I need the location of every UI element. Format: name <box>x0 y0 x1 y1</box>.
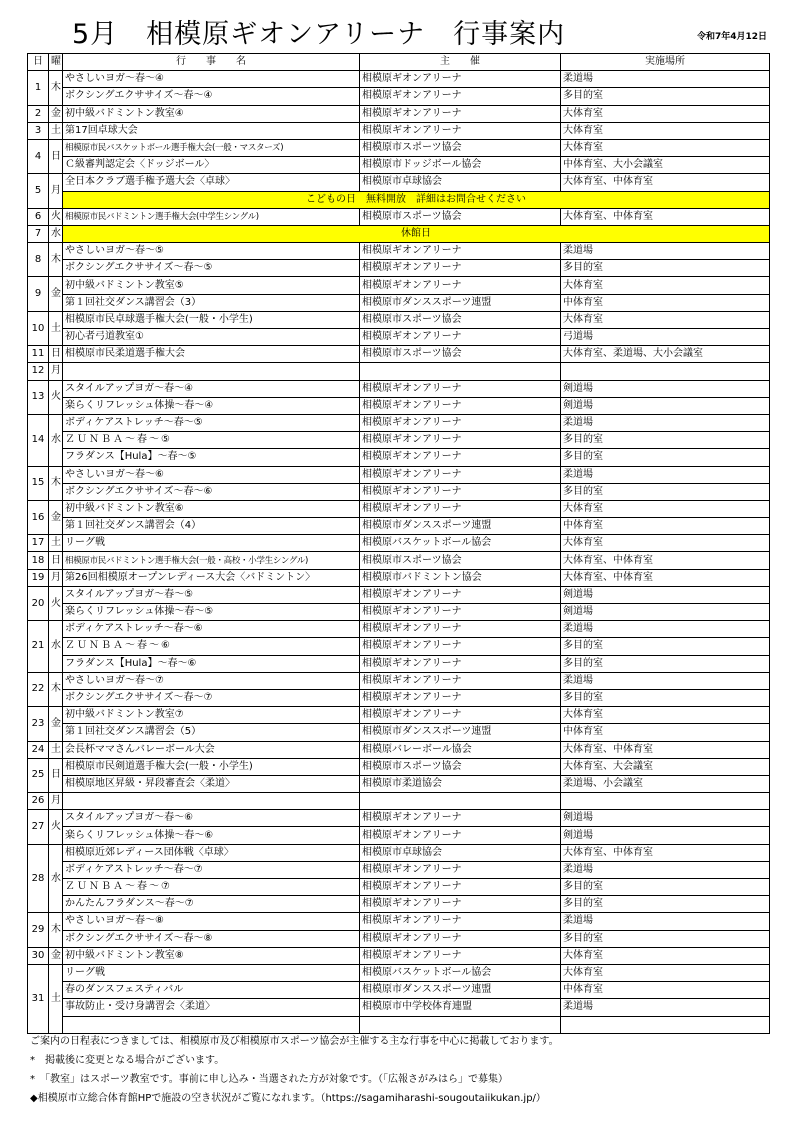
host-name: 相模原市卓球協会 <box>360 174 561 191</box>
host-name: 相模原ギオンアリーナ <box>360 621 561 638</box>
table-row <box>28 311 770 328</box>
venue-name: 中体育室、大小会議室 <box>561 157 770 174</box>
venue-name: 柔道場 <box>561 466 770 483</box>
day-number: 21 <box>28 621 49 673</box>
event-name: スタイルアップヨガ～春～⑥ <box>63 810 360 827</box>
table-row <box>28 518 770 535</box>
host-name: 相模原ギオンアリーナ <box>360 672 561 689</box>
table-row <box>28 999 770 1016</box>
table-row <box>28 208 770 225</box>
weekday: 土 <box>49 535 63 552</box>
venue-name: 大体育室 <box>561 500 770 517</box>
weekday: 土 <box>49 741 63 758</box>
host-name: 相模原ギオンアリーナ <box>360 586 561 603</box>
venue-name: 多目的室 <box>561 638 770 655</box>
host-name: 相模原ギオンアリーナ <box>360 707 561 724</box>
host-name: 相模原市スポーツ協会 <box>360 311 561 328</box>
host-name: 相模原市スポーツ協会 <box>360 758 561 775</box>
table-row <box>28 363 770 380</box>
host-name: 相模原ギオンアリーナ <box>360 88 561 105</box>
day-number: 13 <box>28 380 49 414</box>
host-name: 相模原ギオンアリーナ <box>360 879 561 896</box>
host-name: 相模原ギオンアリーナ <box>360 896 561 913</box>
host-name: 相模原ギオンアリーナ <box>360 449 561 466</box>
host-name: 相模原ギオンアリーナ <box>360 380 561 397</box>
col-header-host: 主 催 <box>360 54 561 71</box>
host-name: 相模原ギオンアリーナ <box>360 122 561 139</box>
weekday: 水 <box>49 414 63 466</box>
host-name: 相模原ギオンアリーナ <box>360 260 561 277</box>
day-number: 5 <box>28 174 49 208</box>
host-name: 相模原市スポーツ協会 <box>360 346 561 363</box>
event-name: 相模原市民卓球選手権大会(一般・小学生) <box>63 311 360 328</box>
weekday: 日 <box>49 552 63 569</box>
venue-name: 多目的室 <box>561 689 770 706</box>
table-row <box>28 724 770 741</box>
day-number: 10 <box>28 311 49 345</box>
venue-name: 柔道場 <box>561 414 770 431</box>
host-name: 相模原市ダンススポーツ連盟 <box>360 518 561 535</box>
host-name: 相模原市ダンススポーツ連盟 <box>360 294 561 311</box>
weekday: 火 <box>49 208 63 225</box>
day-number: 23 <box>28 707 49 741</box>
host-name: 相模原市柔道協会 <box>360 775 561 792</box>
day-number: 15 <box>28 466 49 500</box>
table-row <box>28 380 770 397</box>
day-number: 24 <box>28 741 49 758</box>
venue-name: 大体育室、中体育室 <box>561 741 770 758</box>
footer-note: * 掲載後に変更となる場合がございます。 <box>30 1055 225 1066</box>
table-row <box>28 861 770 878</box>
event-name: 第１回社交ダンス講習会（3） <box>63 294 360 311</box>
event-name: 春のダンスフェスティバル <box>63 982 360 999</box>
venue-name: 大体育室 <box>561 707 770 724</box>
weekday: 日 <box>49 758 63 792</box>
event-name: 第１回社交ダンス講習会（4） <box>63 518 360 535</box>
host-name: 相模原ギオンアリーナ <box>360 243 561 260</box>
weekday: 木 <box>49 243 63 277</box>
weekday: 土 <box>49 964 63 1033</box>
event-name: ボクシングエクササイズ～春～⑧ <box>63 930 360 947</box>
host-name: 相模原市バドミントン協会 <box>360 569 561 586</box>
event-name: ＺＵＮＢＡ～春～⑥ <box>63 638 360 655</box>
notice-banner: こどもの日 無料開放 詳細はお問合せください <box>63 191 770 208</box>
footer-note: ◆相模原市立総合体育館HPで施設の空き状況がご覧になれます。（https://sagamiharashi-sougoutaiikukan.jp/） <box>30 1093 546 1104</box>
host-name: 相模原ギオンアリーナ <box>360 71 561 88</box>
venue-name: 中体育室 <box>561 724 770 741</box>
day-number: 12 <box>28 363 49 380</box>
day-number: 19 <box>28 569 49 586</box>
event-name: リーグ戦 <box>63 535 360 552</box>
event-name: 初中級バドミントン教室⑦ <box>63 707 360 724</box>
venue-name <box>561 363 770 380</box>
table-row <box>28 466 770 483</box>
venue-name: 大体育室 <box>561 964 770 981</box>
venue-name: 剣道場 <box>561 397 770 414</box>
schedule-body <box>28 71 770 1034</box>
day-number: 11 <box>28 346 49 363</box>
event-name: ＺＵＮＢＡ～春～⑤ <box>63 432 360 449</box>
event-name: 相模原地区昇級・昇段審査会〈柔道〉 <box>63 775 360 792</box>
event-name: 初中級バドミントン教室⑤ <box>63 277 360 294</box>
footer-note: ご案内の日程表につきましては、相模原市及び相模原市スポーツ協会が主催する主な行事を中心に掲載しております。 <box>30 1036 559 1047</box>
weekday: 月 <box>49 174 63 208</box>
host-name: 相模原ギオンアリーナ <box>360 827 561 844</box>
host-name: 相模原ギオンアリーナ <box>360 655 561 672</box>
day-number: 26 <box>28 793 49 810</box>
table-row <box>28 414 770 431</box>
issue-date: 令和7年4月12日 <box>696 32 767 42</box>
host-name: 相模原ギオンアリーナ <box>360 414 561 431</box>
host-name <box>360 1016 561 1033</box>
col-header-event: 行 事 名 <box>63 54 360 71</box>
day-number: 22 <box>28 672 49 706</box>
col-header-venue: 実施場所 <box>561 54 770 71</box>
table-row <box>28 88 770 105</box>
venue-name: 柔道場 <box>561 672 770 689</box>
weekday: 月 <box>49 363 63 380</box>
table-row <box>28 346 770 363</box>
host-name: 相模原バスケットボール協会 <box>360 535 561 552</box>
table-row <box>28 1016 770 1033</box>
table-row <box>28 638 770 655</box>
host-name: 相模原ギオンアリーナ <box>360 500 561 517</box>
venue-name: 柔道場 <box>561 913 770 930</box>
host-name: 相模原ギオンアリーナ <box>360 861 561 878</box>
table-row <box>28 827 770 844</box>
event-name: 相模原市民バドミントン選手権大会(一般・高校・小学生シングル) <box>63 552 360 569</box>
day-number: 8 <box>28 243 49 277</box>
day-number: 29 <box>28 913 49 947</box>
host-name: 相模原ギオンアリーナ <box>360 913 561 930</box>
day-number: 17 <box>28 535 49 552</box>
venue-name: 柔道場 <box>561 243 770 260</box>
weekday: 日 <box>49 139 63 173</box>
day-number: 6 <box>28 208 49 225</box>
event-name: やさしいヨガ～春～⑤ <box>63 243 360 260</box>
venue-name: 中体育室 <box>561 518 770 535</box>
venue-name: 多目的室 <box>561 449 770 466</box>
event-name: 相模原市民バドミントン選手権大会(中学生シングル) <box>63 208 360 225</box>
day-number: 31 <box>28 964 49 1033</box>
table-row <box>28 741 770 758</box>
host-name: 相模原ギオンアリーナ <box>360 810 561 827</box>
footer-note: * 「教室」はスポーツ教室です。事前に申し込み・当選された方が対象です。（「広報さがみはら」で募集） <box>30 1074 508 1085</box>
venue-name: 多目的室 <box>561 483 770 500</box>
venue-name: 大体育室、中体育室 <box>561 844 770 861</box>
day-number: 9 <box>28 277 49 311</box>
day-number: 14 <box>28 414 49 466</box>
weekday: 火 <box>49 810 63 844</box>
venue-name: 大体育室 <box>561 311 770 328</box>
weekday: 月 <box>49 569 63 586</box>
venue-name <box>561 1016 770 1033</box>
weekday: 水 <box>49 844 63 913</box>
weekday: 水 <box>49 225 63 242</box>
host-name: 相模原ギオンアリーナ <box>360 466 561 483</box>
event-name: スタイルアップヨガ～春～④ <box>63 380 360 397</box>
weekday: 金 <box>49 500 63 534</box>
table-row <box>28 139 770 156</box>
event-name: 相模原市民剣道選手権大会(一般・小学生) <box>63 758 360 775</box>
weekday: 月 <box>49 793 63 810</box>
table-row <box>28 707 770 724</box>
venue-name: 剣道場 <box>561 604 770 621</box>
event-name: 初中級バドミントン教室④ <box>63 105 360 122</box>
event-name: 会長杯ママさんバレーボール大会 <box>63 741 360 758</box>
table-row <box>28 879 770 896</box>
venue-name: 大体育室、大会議室 <box>561 758 770 775</box>
event-name: 初中級バドミントン教室⑥ <box>63 500 360 517</box>
weekday: 金 <box>49 947 63 964</box>
day-number: 2 <box>28 105 49 122</box>
event-name: Ｃ級審判認定会〈ドッジボール〉 <box>63 157 360 174</box>
venue-name: 剣道場 <box>561 810 770 827</box>
venue-name: 多目的室 <box>561 896 770 913</box>
table-row <box>28 260 770 277</box>
event-name: 楽らくリフレッシュ体操～春～⑥ <box>63 827 360 844</box>
col-header-weekday: 曜 <box>49 54 63 71</box>
day-number: 18 <box>28 552 49 569</box>
table-row <box>28 947 770 964</box>
host-name: 相模原ギオンアリーナ <box>360 638 561 655</box>
table-row <box>28 896 770 913</box>
footer-notes <box>30 1032 559 1108</box>
venue-name: 多目的室 <box>561 88 770 105</box>
venue-name: 弓道場 <box>561 329 770 346</box>
weekday: 日 <box>49 346 63 363</box>
venue-name: 大体育室、中体育室 <box>561 174 770 191</box>
venue-name: 多目的室 <box>561 655 770 672</box>
weekday: 木 <box>49 672 63 706</box>
event-name: 楽らくリフレッシュ体操～春～⑤ <box>63 604 360 621</box>
venue-name: 多目的室 <box>561 930 770 947</box>
day-number: 25 <box>28 758 49 792</box>
table-row <box>28 810 770 827</box>
venue-name: 大体育室 <box>561 105 770 122</box>
day-number: 16 <box>28 500 49 534</box>
event-name: 全日本クラブ選手権予選大会〈卓球〉 <box>63 174 360 191</box>
venue-name: 大体育室、中体育室 <box>561 208 770 225</box>
day-number: 4 <box>28 139 49 173</box>
venue-name: 柔道場 <box>561 861 770 878</box>
table-row <box>28 294 770 311</box>
table-row <box>28 225 770 242</box>
table-row <box>28 586 770 603</box>
day-number: 1 <box>28 71 49 105</box>
table-row <box>28 569 770 586</box>
table-row <box>28 432 770 449</box>
table-header-row <box>28 54 770 71</box>
event-name: フラダンス【Hula】～春～⑥ <box>63 655 360 672</box>
table-row <box>28 191 770 208</box>
weekday: 土 <box>49 122 63 139</box>
host-name: 相模原市中学校体育連盟 <box>360 999 561 1016</box>
venue-name: 多目的室 <box>561 879 770 896</box>
host-name: 相模原ギオンアリーナ <box>360 105 561 122</box>
venue-name: 大体育室 <box>561 277 770 294</box>
event-name: ボディケアストレッチ～春～⑤ <box>63 414 360 431</box>
event-name: 第１回社交ダンス講習会（5） <box>63 724 360 741</box>
weekday: 木 <box>49 71 63 105</box>
table-row <box>28 71 770 88</box>
venue-name: 柔道場、小会議室 <box>561 775 770 792</box>
event-name: やさしいヨガ～春～⑥ <box>63 466 360 483</box>
host-name: 相模原市スポーツ協会 <box>360 552 561 569</box>
weekday: 木 <box>49 913 63 947</box>
page-title: 5月 相模原ギオンアリーナ 行事案内 <box>72 19 566 50</box>
host-name: 相模原市ダンススポーツ連盟 <box>360 724 561 741</box>
table-row <box>28 621 770 638</box>
event-name: やさしいヨガ～春～⑦ <box>63 672 360 689</box>
weekday: 水 <box>49 621 63 673</box>
table-row <box>28 397 770 414</box>
table-row <box>28 329 770 346</box>
host-name: 相模原市スポーツ協会 <box>360 208 561 225</box>
closed-banner: 休館日 <box>63 225 770 242</box>
table-row <box>28 982 770 999</box>
table-row <box>28 483 770 500</box>
table-row <box>28 655 770 672</box>
weekday: 金 <box>49 707 63 741</box>
day-number: 30 <box>28 947 49 964</box>
event-name: 楽らくリフレッシュ体操～春～④ <box>63 397 360 414</box>
table-row <box>28 689 770 706</box>
table-row <box>28 672 770 689</box>
venue-name: 大体育室、中体育室 <box>561 569 770 586</box>
weekday: 土 <box>49 311 63 345</box>
event-name: ＺＵＮＢＡ～春～⑦ <box>63 879 360 896</box>
venue-name: 大体育室、柔道場、大小会議室 <box>561 346 770 363</box>
table-row <box>28 758 770 775</box>
event-name: フラダンス【Hula】～春～⑤ <box>63 449 360 466</box>
event-name: やさしいヨガ～春～⑧ <box>63 913 360 930</box>
host-name: 相模原バスケットボール協会 <box>360 964 561 981</box>
event-name: 相模原市民柔道選手権大会 <box>63 346 360 363</box>
table-row <box>28 964 770 981</box>
host-name: 相模原ギオンアリーナ <box>360 432 561 449</box>
venue-name: 大体育室 <box>561 139 770 156</box>
event-name: やさしいヨガ～春～④ <box>63 71 360 88</box>
table-row <box>28 913 770 930</box>
event-name: かんたんフラダンス～春～⑦ <box>63 896 360 913</box>
weekday: 金 <box>49 277 63 311</box>
table-row <box>28 793 770 810</box>
event-name: 第17回卓球大会 <box>63 122 360 139</box>
event-name <box>63 363 360 380</box>
event-name: ボクシングエクササイズ～春～⑥ <box>63 483 360 500</box>
venue-name: 柔道場 <box>561 999 770 1016</box>
venue-name: 大体育室 <box>561 947 770 964</box>
venue-name: 中体育室 <box>561 294 770 311</box>
venue-name: 多目的室 <box>561 260 770 277</box>
table-row <box>28 449 770 466</box>
table-row <box>28 500 770 517</box>
host-name: 相模原ギオンアリーナ <box>360 604 561 621</box>
venue-name: 柔道場 <box>561 621 770 638</box>
day-number: 28 <box>28 844 49 913</box>
event-name: 初心者弓道教室① <box>63 329 360 346</box>
event-name: ボディケアストレッチ～春～⑥ <box>63 621 360 638</box>
schedule-table <box>27 53 770 1034</box>
host-name: 相模原ギオンアリーナ <box>360 483 561 500</box>
host-name: 相模原バレーボール協会 <box>360 741 561 758</box>
event-name: ボクシングエクササイズ～春～⑤ <box>63 260 360 277</box>
weekday: 火 <box>49 380 63 414</box>
table-row <box>28 775 770 792</box>
table-row <box>28 535 770 552</box>
host-name: 相模原ギオンアリーナ <box>360 930 561 947</box>
table-row <box>28 105 770 122</box>
table-row <box>28 174 770 191</box>
event-name: 初中級バドミントン教室⑧ <box>63 947 360 964</box>
table-row <box>28 844 770 861</box>
venue-name: 剣道場 <box>561 380 770 397</box>
venue-name: 中体育室 <box>561 982 770 999</box>
event-name: 第26回相模原オープンレディース大会〈バドミントン〉 <box>63 569 360 586</box>
event-name: 相模原近郊レディース団体戦〈卓球〉 <box>63 844 360 861</box>
table-row <box>28 122 770 139</box>
day-number: 27 <box>28 810 49 844</box>
event-name: 相模原市民バスケットボール選手権大会(一般・マスターズ) <box>63 139 360 156</box>
host-name <box>360 793 561 810</box>
venue-name: 大体育室、中体育室 <box>561 552 770 569</box>
host-name <box>360 363 561 380</box>
host-name: 相模原市ドッジボール協会 <box>360 157 561 174</box>
table-row <box>28 930 770 947</box>
venue-name: 剣道場 <box>561 586 770 603</box>
table-row <box>28 277 770 294</box>
weekday: 金 <box>49 105 63 122</box>
event-name <box>63 793 360 810</box>
host-name: 相模原ギオンアリーナ <box>360 947 561 964</box>
event-name <box>63 1016 360 1033</box>
day-number: 3 <box>28 122 49 139</box>
venue-name: 大体育室 <box>561 122 770 139</box>
venue-name: 剣道場 <box>561 827 770 844</box>
venue-name: 多目的室 <box>561 432 770 449</box>
event-name: ボディケアストレッチ～春～⑦ <box>63 861 360 878</box>
host-name: 相模原市卓球協会 <box>360 844 561 861</box>
day-number: 7 <box>28 225 49 242</box>
table-row <box>28 552 770 569</box>
weekday: 火 <box>49 586 63 620</box>
table-row <box>28 604 770 621</box>
host-name: 相模原市スポーツ協会 <box>360 139 561 156</box>
venue-name <box>561 793 770 810</box>
event-name: リーグ戦 <box>63 964 360 981</box>
host-name: 相模原市ダンススポーツ連盟 <box>360 982 561 999</box>
event-name: スタイルアップヨガ～春～⑤ <box>63 586 360 603</box>
event-name: ボクシングエクササイズ～春～④ <box>63 88 360 105</box>
venue-name: 柔道場 <box>561 71 770 88</box>
venue-name: 大体育室 <box>561 535 770 552</box>
event-name: ボクシングエクササイズ～春～⑦ <box>63 689 360 706</box>
host-name: 相模原ギオンアリーナ <box>360 277 561 294</box>
host-name: 相模原ギオンアリーナ <box>360 689 561 706</box>
day-number: 20 <box>28 586 49 620</box>
table-row <box>28 157 770 174</box>
host-name: 相模原ギオンアリーナ <box>360 329 561 346</box>
table-row <box>28 243 770 260</box>
col-header-day: 日 <box>28 54 49 71</box>
event-name: 事故防止・受け身講習会〈柔道〉 <box>63 999 360 1016</box>
host-name: 相模原ギオンアリーナ <box>360 397 561 414</box>
weekday: 木 <box>49 466 63 500</box>
